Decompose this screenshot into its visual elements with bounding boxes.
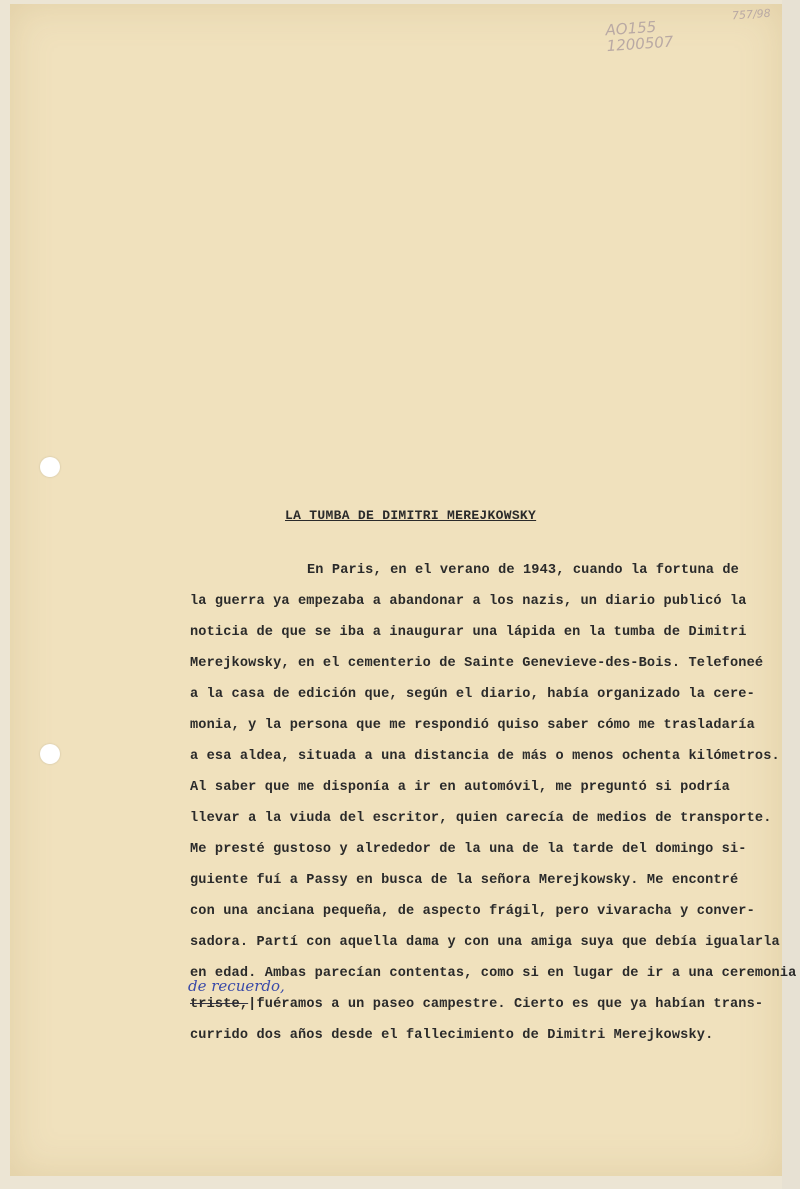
insertion-caret: | (248, 997, 257, 1012)
scan-margin (782, 0, 800, 1189)
text-line-9: llevar a la viuda del escritor, quien carecía de medios de transporte. (190, 811, 772, 826)
text-line-16: currido dos años desde el fallecimiento de Dimitri Merejkowsky. (190, 1028, 714, 1043)
document-title: LA TUMBA DE DIMITRI MEREJKOWSKY (285, 508, 537, 523)
punch-hole-lower (40, 744, 60, 764)
corner-mark: 757/98 (731, 6, 772, 23)
punch-hole-upper (40, 457, 60, 477)
handwritten-insertion: de recuerdo, (188, 977, 285, 995)
archive-code: AO155 1200507 (604, 17, 674, 56)
text-line-5: a la casa de edición que, según el diario, había organizado la cere- (190, 687, 755, 702)
text-line-15 (190, 997, 763, 1012)
text-line-12: con una anciana pequeña, de aspecto frágil, pero vivaracha y conver- (190, 904, 755, 919)
text-line-8: Al saber que me disponía a ir en automóvil, me preguntó si podría (190, 780, 730, 795)
text-line-7: a esa aldea, situada a una distancia de más o menos ochenta kilómetros. (190, 749, 780, 764)
text-line-3: noticia de que se iba a inaugurar una lápida en la tumba de Dimitri (190, 625, 747, 640)
text-line-10: Me presté gustoso y alrededor de la una de la tarde del domingo si- (190, 842, 747, 857)
text-line-15-rest: fuéramos a un paseo campestre. Cierto es que ya habían trans- (256, 997, 764, 1012)
text-line-2: la guerra ya empezaba a abandonar a los nazis, un diario publicó la (190, 594, 747, 609)
text-line-13: sadora. Partí con aquella dama y con una amiga suya que debía igualarla (190, 935, 780, 950)
text-line-11: guiente fuí a Passy en busca de la señora Merejkowsky. Me encontré (190, 873, 739, 888)
text-line-14: en edad. Ambas parecían contentas, como si en lugar de ir a una ceremonia (190, 966, 797, 981)
text-line-4: Merejkowsky, en el cementerio de Sainte Genevieve-des-Bois. Telefoneé (190, 656, 764, 671)
struck-word: triste, (190, 997, 249, 1012)
text-line-1: En Paris, en el verano de 1943, cuando la fortuna de (307, 563, 739, 578)
text-line-6: monia, y la persona que me respondió quiso saber cómo me trasladaría (190, 718, 755, 733)
